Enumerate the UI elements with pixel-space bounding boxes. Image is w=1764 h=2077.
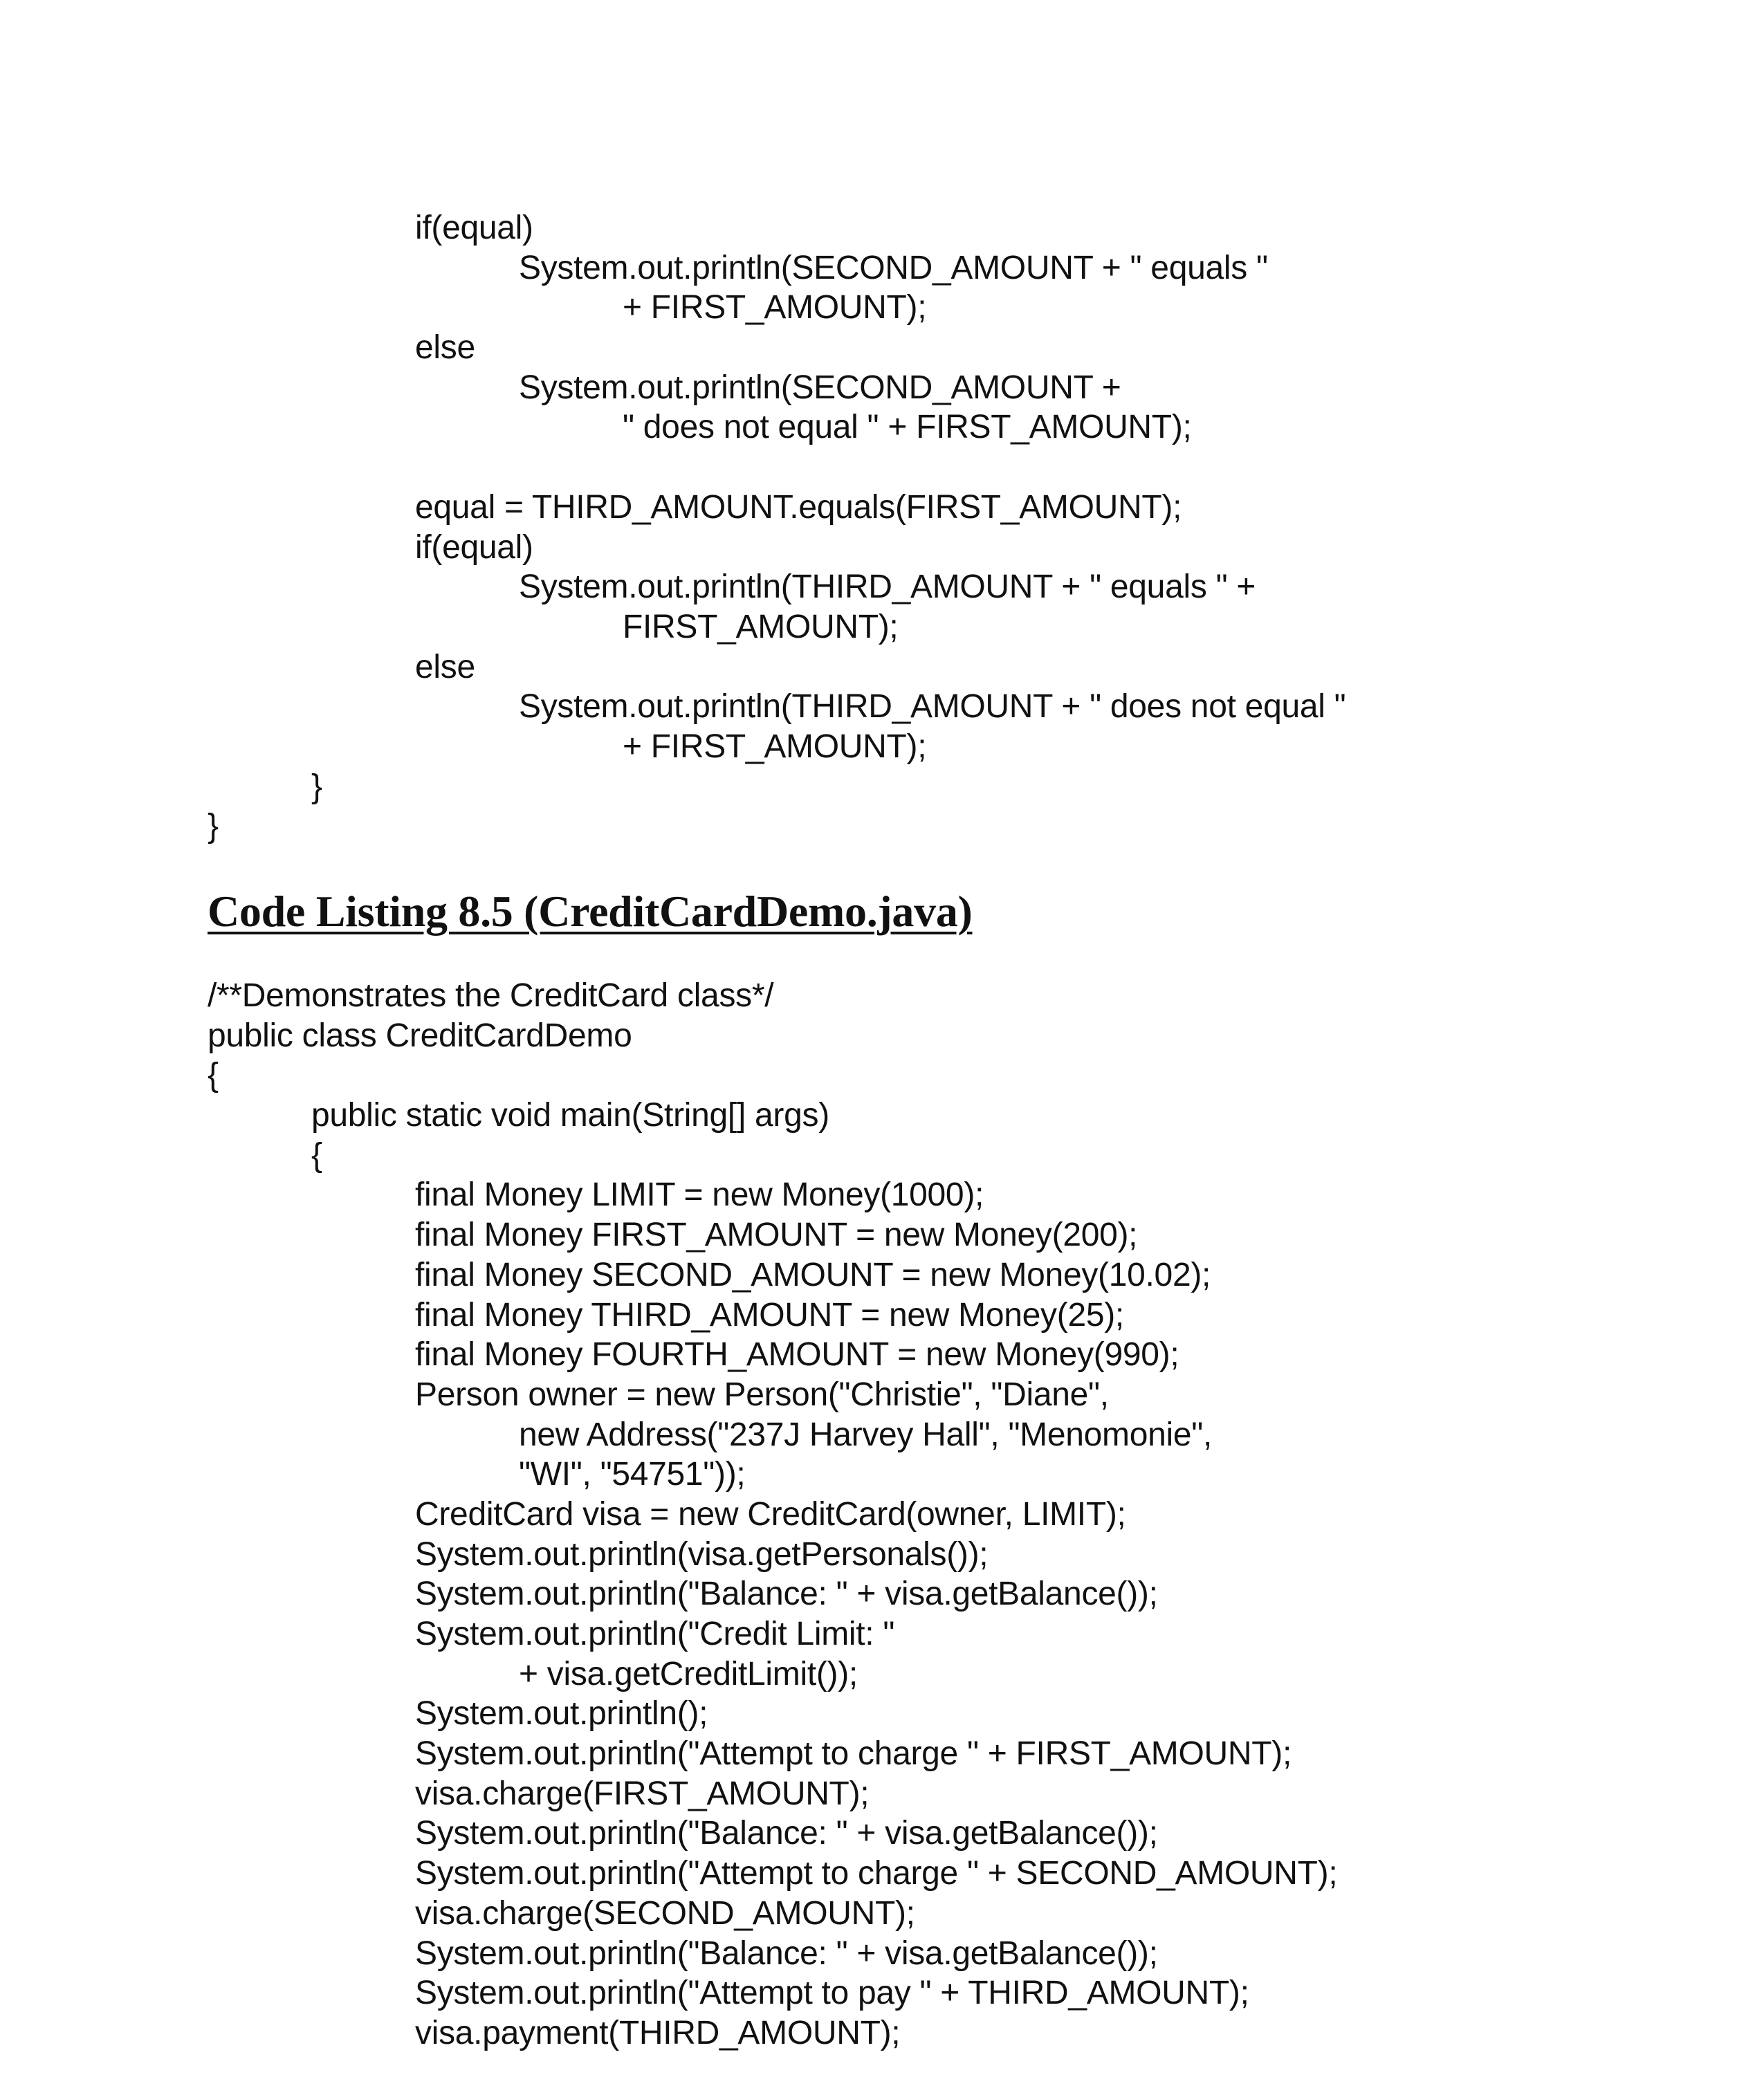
code-listing-heading: Code Listing 8.5 (CreditCardDemo.java) bbox=[208, 887, 973, 936]
code-line: System.out.println(visa.getPersonals()); bbox=[415, 1535, 989, 1573]
code-line: + FIRST_AMOUNT); bbox=[623, 728, 927, 765]
code-line: equal = THIRD_AMOUNT.equals(FIRST_AMOUNT); bbox=[415, 488, 1182, 526]
code-line: visa.charge(SECOND_AMOUNT); bbox=[415, 1894, 915, 1932]
code-line: public class CreditCardDemo bbox=[208, 1017, 632, 1054]
code-line: System.out.println(SECOND_AMOUNT + bbox=[519, 369, 1121, 406]
code-line: new Address("237J Harvey Hall", "Menomonie", bbox=[519, 1416, 1213, 1453]
code-line: } bbox=[311, 768, 322, 805]
code-line: System.out.println("Balance: " + visa.getBalance()); bbox=[415, 1576, 1158, 1613]
code-line: final Money THIRD_AMOUNT = new Money(25); bbox=[415, 1296, 1124, 1333]
code-line: visa.charge(FIRST_AMOUNT); bbox=[415, 1775, 870, 1812]
code-line: final Money FOURTH_AMOUNT = new Money(990); bbox=[415, 1336, 1179, 1374]
code-line: } bbox=[208, 808, 219, 845]
code-line: if(equal) bbox=[415, 528, 533, 566]
code-line: public static void main(String[] args) bbox=[311, 1097, 829, 1134]
code-line bbox=[0, 447, 1345, 488]
code-line: /**Demonstrates the CreditCard class*/ bbox=[208, 977, 774, 1014]
code-line: System.out.println("Balance: " + visa.getBalance()); bbox=[415, 1815, 1158, 1852]
previous-code-block bbox=[0, 208, 1345, 847]
code-line: else bbox=[415, 329, 475, 367]
code-line: System.out.println("Attempt to charge " + FIRST_AMOUNT); bbox=[415, 1735, 1292, 1773]
listing-code-block bbox=[0, 976, 1337, 2053]
code-line: + visa.getCreditLimit()); bbox=[519, 1655, 858, 1692]
code-line: final Money LIMIT = new Money(1000); bbox=[415, 1176, 984, 1214]
code-line: + FIRST_AMOUNT); bbox=[623, 289, 927, 326]
code-line: System.out.println("Credit Limit: " bbox=[415, 1616, 895, 1652]
code-line: Person owner = new Person("Christie", "Diane", bbox=[415, 1376, 1109, 1413]
code-line: System.out.println(); bbox=[415, 1695, 708, 1733]
code-line: visa.payment(THIRD_AMOUNT); bbox=[415, 2014, 901, 2051]
code-line: FIRST_AMOUNT); bbox=[623, 608, 899, 645]
code-line: { bbox=[311, 1136, 322, 1174]
code-line: { bbox=[208, 1057, 219, 1094]
code-line: System.out.println(SECOND_AMOUNT + " equals " bbox=[519, 249, 1268, 286]
code-line: else bbox=[415, 648, 475, 685]
code-line: final Money FIRST_AMOUNT = new Money(200); bbox=[415, 1217, 1138, 1254]
code-line: System.out.println(THIRD_AMOUNT + " equals " + bbox=[519, 569, 1256, 606]
code-line: " does not equal " + FIRST_AMOUNT); bbox=[623, 409, 1192, 446]
code-line: final Money SECOND_AMOUNT = new Money(10.02); bbox=[415, 1256, 1211, 1293]
code-line: System.out.println("Attempt to pay " + THIRD_AMOUNT); bbox=[415, 1975, 1249, 2012]
code-line: System.out.println("Balance: " + visa.getBalance()); bbox=[415, 1935, 1158, 1972]
code-line: CreditCard visa = new CreditCard(owner, LIMIT); bbox=[415, 1495, 1126, 1533]
code-line: System.out.println("Attempt to charge " + SECOND_AMOUNT); bbox=[415, 1855, 1338, 1892]
code-line: if(equal) bbox=[415, 210, 533, 246]
code-line: System.out.println(THIRD_AMOUNT + " does not equal " bbox=[519, 688, 1346, 726]
code-line: "WI", "54751")); bbox=[519, 1456, 746, 1493]
